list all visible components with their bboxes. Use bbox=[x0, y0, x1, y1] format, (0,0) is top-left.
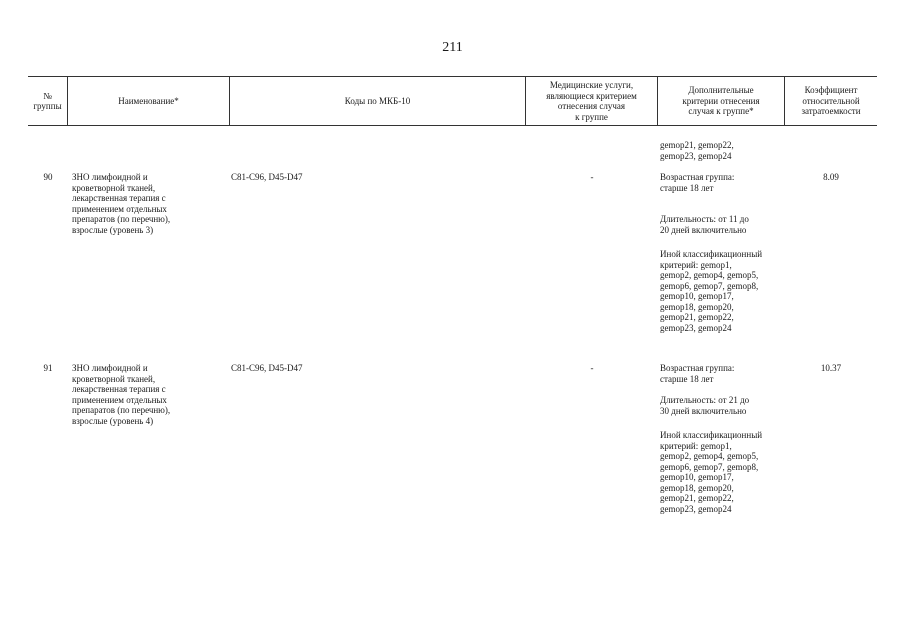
cost-coefficient: 8.09 bbox=[823, 172, 839, 182]
header-name-label: Наименование* bbox=[118, 95, 179, 106]
age-criterion: Возрастная группа: старше 18 лет bbox=[660, 363, 735, 384]
group-name: ЗНО лимфоидной и кроветворной тканей, лекарственная терапия с применением отдельных препаратов (по перечню), взрослые (уровень 3) bbox=[72, 172, 171, 235]
header-additional-criteria bbox=[658, 77, 785, 125]
other-criterion: Иной классификационный критерий: gemop1, gemop2, gemop4, gemop5, gemop6, gemop7, gemop8, gemop10, gemop17, gemop18, gemop20, gemop21, gemop22, gemop23, gemop24 bbox=[660, 430, 763, 514]
additional-criteria bbox=[660, 363, 785, 514]
group-number: 91 bbox=[43, 363, 53, 373]
header-name bbox=[68, 77, 230, 125]
icd-codes: C81-C96, D45-D47 bbox=[231, 172, 303, 182]
header-medical-services bbox=[526, 77, 658, 125]
medical-services: - bbox=[590, 172, 594, 182]
header-cost-coefficient bbox=[785, 77, 877, 125]
group-name: ЗНО лимфоидной и кроветворной тканей, лекарственная терапия с применением отдельных препаратов (по перечню), взрослые (уровень 4) bbox=[72, 363, 171, 426]
additional-criteria bbox=[660, 172, 785, 333]
header-cost-coefficient-label: Коэффициент относительной затратоемкости bbox=[801, 85, 861, 117]
header-group-number bbox=[28, 77, 68, 125]
header-icd-codes-label: Коды по МКБ-10 bbox=[344, 95, 411, 106]
header-additional-criteria-label: Дополнительные критерии отнесения случая к группе* bbox=[682, 85, 760, 117]
cost-coefficient: 10.37 bbox=[820, 363, 842, 373]
header-medical-services-label: Медицинские услуги, являющиеся критерием отнесения случая к группе bbox=[546, 80, 637, 122]
group-number: 90 bbox=[43, 172, 53, 182]
page-number: 211 bbox=[442, 40, 463, 55]
icd-codes: C81-C96, D45-D47 bbox=[231, 363, 303, 373]
duration-criterion: Длительность: от 11 до 20 дней включительно bbox=[660, 214, 749, 235]
duration-criterion: Длительность: от 21 до 30 дней включительно bbox=[660, 395, 750, 416]
continuation-criteria: gemop21, gemop22, gemop23, gemop24 bbox=[660, 140, 734, 161]
table-header bbox=[28, 76, 877, 126]
medical-services: - bbox=[590, 363, 594, 373]
other-criterion: Иной классификационный критерий: gemop1, gemop2, gemop4, gemop5, gemop6, gemop7, gemop8, gemop10, gemop17, gemop18, gemop20, gemop21, gemop22, gemop23, gemop24 bbox=[660, 249, 763, 333]
header-icd-codes bbox=[230, 77, 526, 125]
age-criterion: Возрастная группа: старше 18 лет bbox=[660, 172, 735, 193]
header-group-number-label: № группы bbox=[33, 90, 62, 111]
